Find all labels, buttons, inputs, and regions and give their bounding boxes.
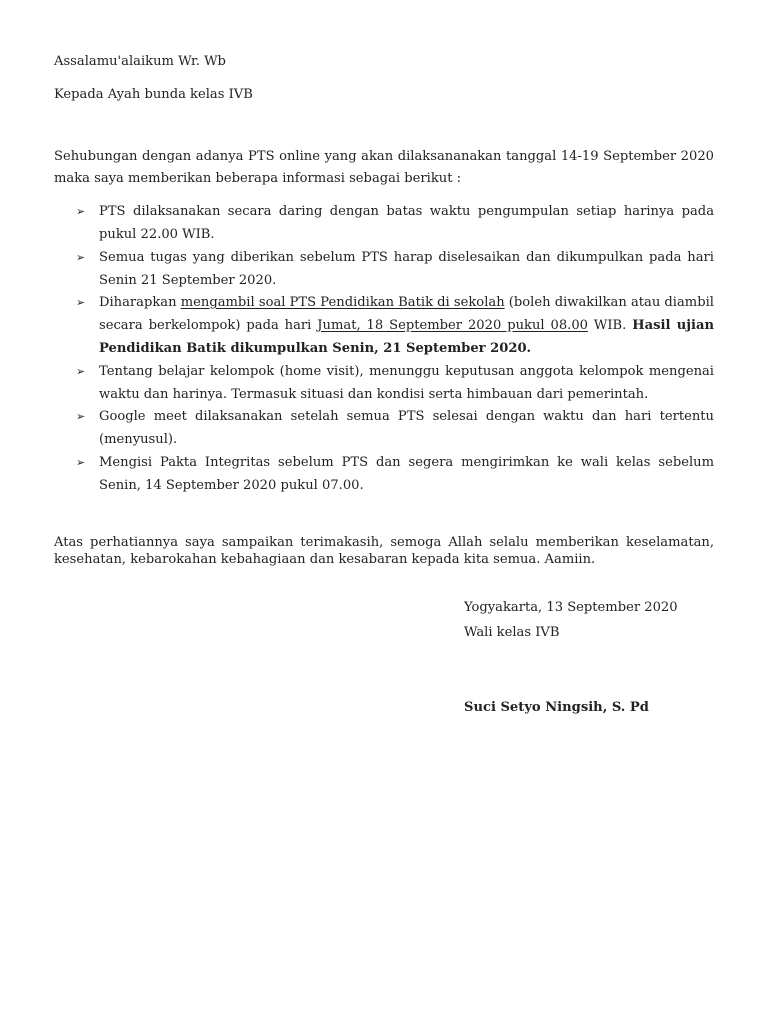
underlined-text: mengambil soal PTS Pendidikan Batik di sekolah	[180, 295, 505, 310]
signature-role: Wali kelas IVB	[464, 625, 560, 640]
arrowhead-bullet-icon: ➢	[76, 205, 86, 218]
list-item-text: Mengisi Pakta Integritas sebelum PTS dan segera mengirimkan ke wali kelas sebelum Senin, 14 September 2020 pukul 07.00.	[99, 454, 714, 493]
greeting: Assalamu'alaikum Wr. Wb	[54, 54, 226, 69]
list-item-text: Tentang belajar kelompok (home visit), menunggu keputusan anggota kelompok mengenai waktu dan harinya. Termasuk situasi dan kondisi serta himbauan dari pemerintah.	[99, 363, 714, 402]
list-item-text-part: WIB.	[587, 318, 633, 333]
list-item-text: PTS dilaksanakan secara daring dengan batas waktu pengumpulan setiap harinya pada pukul 22.00 WIB.	[99, 204, 714, 242]
signature-place-date: Yogyakarta, 13 September 2020	[464, 600, 678, 615]
arrowhead-bullet-icon: ➢	[76, 364, 86, 378]
information-list	[0, 200, 768, 496]
list-item-text-part: Diharapkan	[99, 295, 181, 310]
underlined-date: Jumat, 18 September 2020 pukul 08.00	[317, 318, 588, 333]
list-item-text: Google meet dilaksanakan setelah semua PTS selesai dengan waktu dan hari tertentu (menyusul).	[99, 409, 714, 447]
closing-paragraph: Atas perhatiannya saya sampaikan terimakasih, semoga Allah selalu memberikan keselamatan, kesehatan, kebarokahan kebahagiaan dan kesabaran kepada kita semua. Aamiin.	[54, 535, 714, 567]
arrowhead-bullet-icon: ➢	[76, 250, 86, 264]
arrowhead-bullet-icon: ➢	[76, 455, 86, 469]
list-item-text-part: (boleh diwakilkan atau diambil secara berkelompok) pada hari	[99, 295, 714, 333]
list-item	[0, 451, 714, 497]
intro-paragraph: Sehubungan dengan adanya PTS online yang akan dilaksananakan tanggal 14-19 September 2020 maka saya memberikan beberapa informasi sebagai berikut :	[54, 149, 714, 186]
bold-notice: Hasil ujian Pendidikan Batik dikumpulkan Senin, 21 September 2020.	[99, 318, 714, 356]
list-item	[0, 291, 714, 360]
arrowhead-bullet-icon: ➢	[76, 410, 86, 423]
list-item	[0, 200, 714, 246]
list-item	[0, 360, 714, 406]
list-item	[0, 405, 714, 451]
list-item	[0, 246, 714, 292]
arrowhead-bullet-icon: ➢	[76, 296, 86, 309]
signature-name: Suci Setyo Ningsih, S. Pd	[464, 700, 649, 715]
addressee: Kepada Ayah bunda kelas IVB	[54, 87, 253, 102]
list-item-text: Semua tugas yang diberikan sebelum PTS harap diselesaikan dan dikumpulkan pada hari Senin 21 September 2020.	[99, 249, 714, 288]
